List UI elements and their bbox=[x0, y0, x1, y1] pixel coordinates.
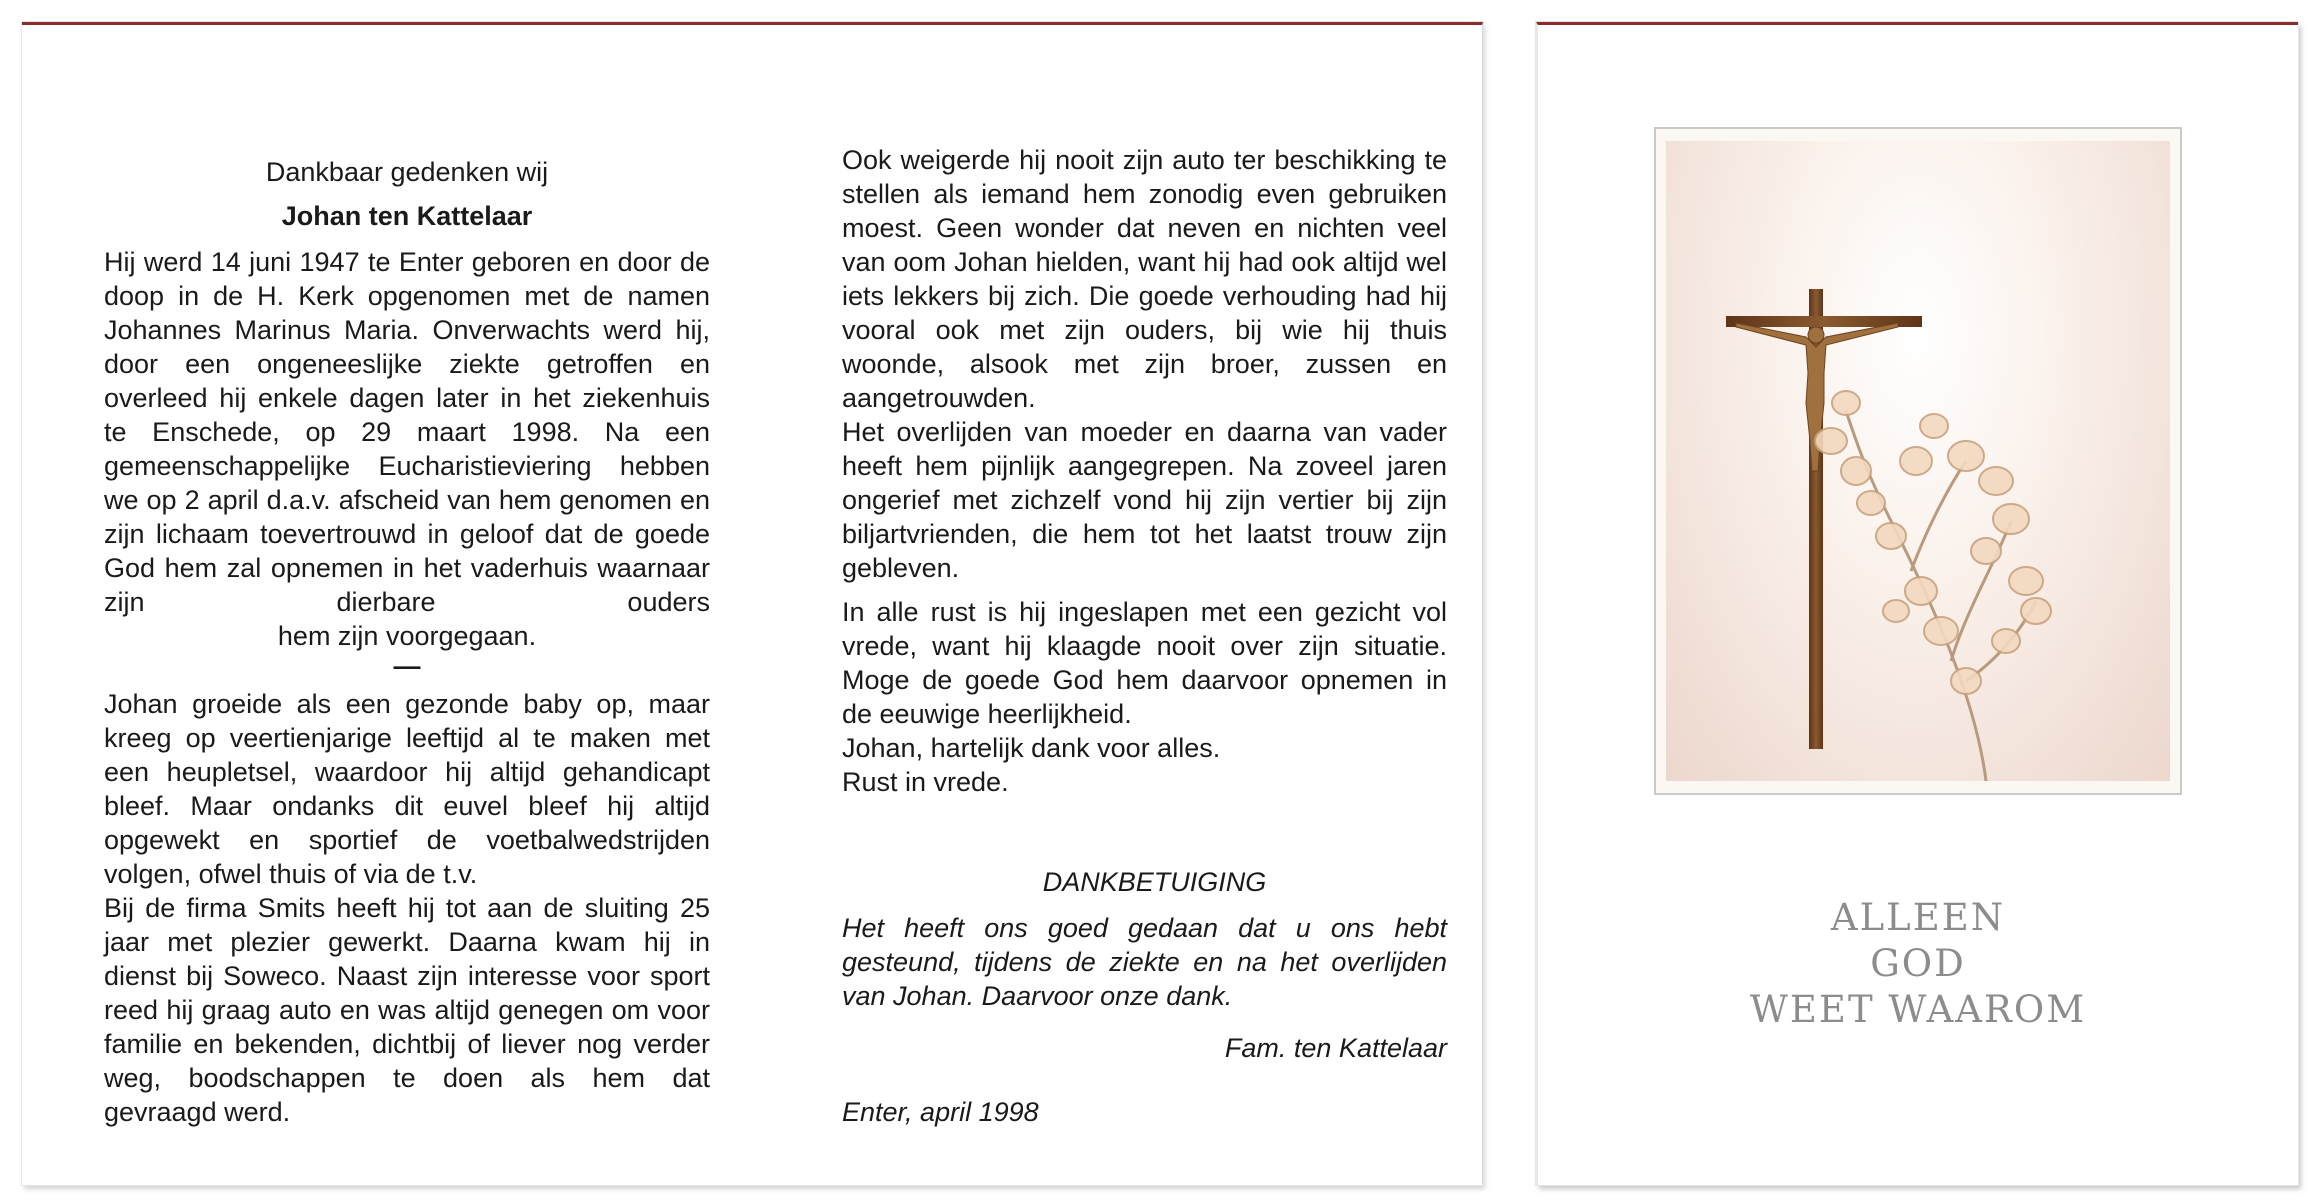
motto-line-2: GOD bbox=[1870, 942, 1966, 985]
biography-paragraph-3: Bij de firma Smits heeft hij tot aan de sluiting 25 jaar met plezier gewerkt. Daarna kwam hij in dienst bij Soweco. Naast zijn interesse voor sport reed hij graag auto en was altijd genegen om voor familie en bekenden, dichtbij of liever nog verder weg, boodschappen te doen als hem dat gevraagd werd. bbox=[104, 893, 710, 1127]
motto-line-3: WEET WAAROM bbox=[1749, 988, 2087, 1031]
thanks-text: Het heeft ons goed gedaan dat u ons hebt gesteund, tijdens de ziekte en na het overlijden van Johan. Daarvoor onze dank. bbox=[842, 913, 1447, 1011]
text-column-left bbox=[104, 143, 710, 1129]
closing-paragraph: In alle rust is hij ingeslapen met een gezicht vol vrede, want hij klaagde nooit over zijn situatie. Moge de goede God hem daarvoor opnemen in de eeuwige heerlijkheid. bbox=[842, 597, 1447, 729]
crucifix-illustration bbox=[1666, 141, 2170, 781]
thanks-heading: DANKBETUIGING bbox=[1042, 867, 1267, 897]
intro-line: Dankbaar gedenken wij bbox=[265, 157, 549, 187]
biography-paragraph-4: Ook weigerde hij nooit zijn auto ter beschikking te stellen als iemand hem zonodig even gebruiken moest. Geen wonder dat neven en nichten veel van oom Johan hielden, want hij had ook altijd wel iets lekkers bij zich. Die goede verhouding had hij vooral ook met zijn ouders, bij wie hij thuis woonde, alsook met zijn broer, zussen en aangetrouwden. bbox=[842, 145, 1447, 413]
biography-paragraph-5: Het overlijden van moeder en daarna van vader heeft hem pijnlijk aangegrepen. Na zoveel jaren ongerief met zichzelf vond hij zijn vertier bij zijn biljartvrienden, die hem tot het laatst trouw zijn gebleven. bbox=[842, 417, 1447, 583]
memorial-card-cover bbox=[1536, 22, 2298, 1185]
biography-paragraph-1: Hij werd 14 juni 1947 te Enter geboren en door de doop in de H. Kerk opgenomen met de namen Johannes Marinus Maria. Onverwachts werd hij, door een ongeneeslijke ziekte getroffen en overleed hij enkele dagen later in het ziekenhuis te Enschede, op 29 maart 1998. Na een gemeenschappelijke Eucharistieviering hebben we op 2 april d.a.v. afscheid van hem genomen en zijn lichaam toevertrouwd in geloof dat de goede God hem zal opnemen in het vaderhuis waarnaar zijn dierbare ouders bbox=[104, 247, 710, 617]
family-signoff: Fam. ten Kattelaar bbox=[1224, 1033, 1447, 1063]
deceased-name: Johan ten Kattelaar bbox=[281, 201, 533, 231]
honesty-plant bbox=[1846, 411, 2036, 781]
motto-line-1: ALLEEN bbox=[1830, 896, 2006, 939]
text-column-right bbox=[842, 143, 1447, 1129]
motto bbox=[1538, 895, 2298, 1033]
crucifix-image bbox=[1666, 141, 2170, 781]
separator-dash: — bbox=[393, 651, 421, 681]
place-date: Enter, april 1998 bbox=[842, 1097, 1039, 1127]
memorial-card-text-page bbox=[22, 22, 1483, 1185]
biography-paragraph-1-last-line: hem zijn voorgegaan. bbox=[277, 621, 537, 651]
biography-paragraph-2: Johan groeide als een gezonde baby op, maar kreeg op veertienjarige leeftijd al te maken met een heupletsel, waardoor hij altijd gehandicapt bleef. Maar ondanks dit euvel bleef hij altijd opgewekt en sportief de voetbalwedstrijden volgen, ofwel thuis of via de t.v. bbox=[104, 689, 710, 889]
closing-rest-line: Rust in vrede. bbox=[842, 767, 1009, 797]
closing-thanks-line: Johan, hartelijk dank voor alles. bbox=[842, 733, 1221, 763]
picture-frame bbox=[1654, 127, 2182, 795]
honesty-seed-pods bbox=[1815, 391, 2051, 694]
